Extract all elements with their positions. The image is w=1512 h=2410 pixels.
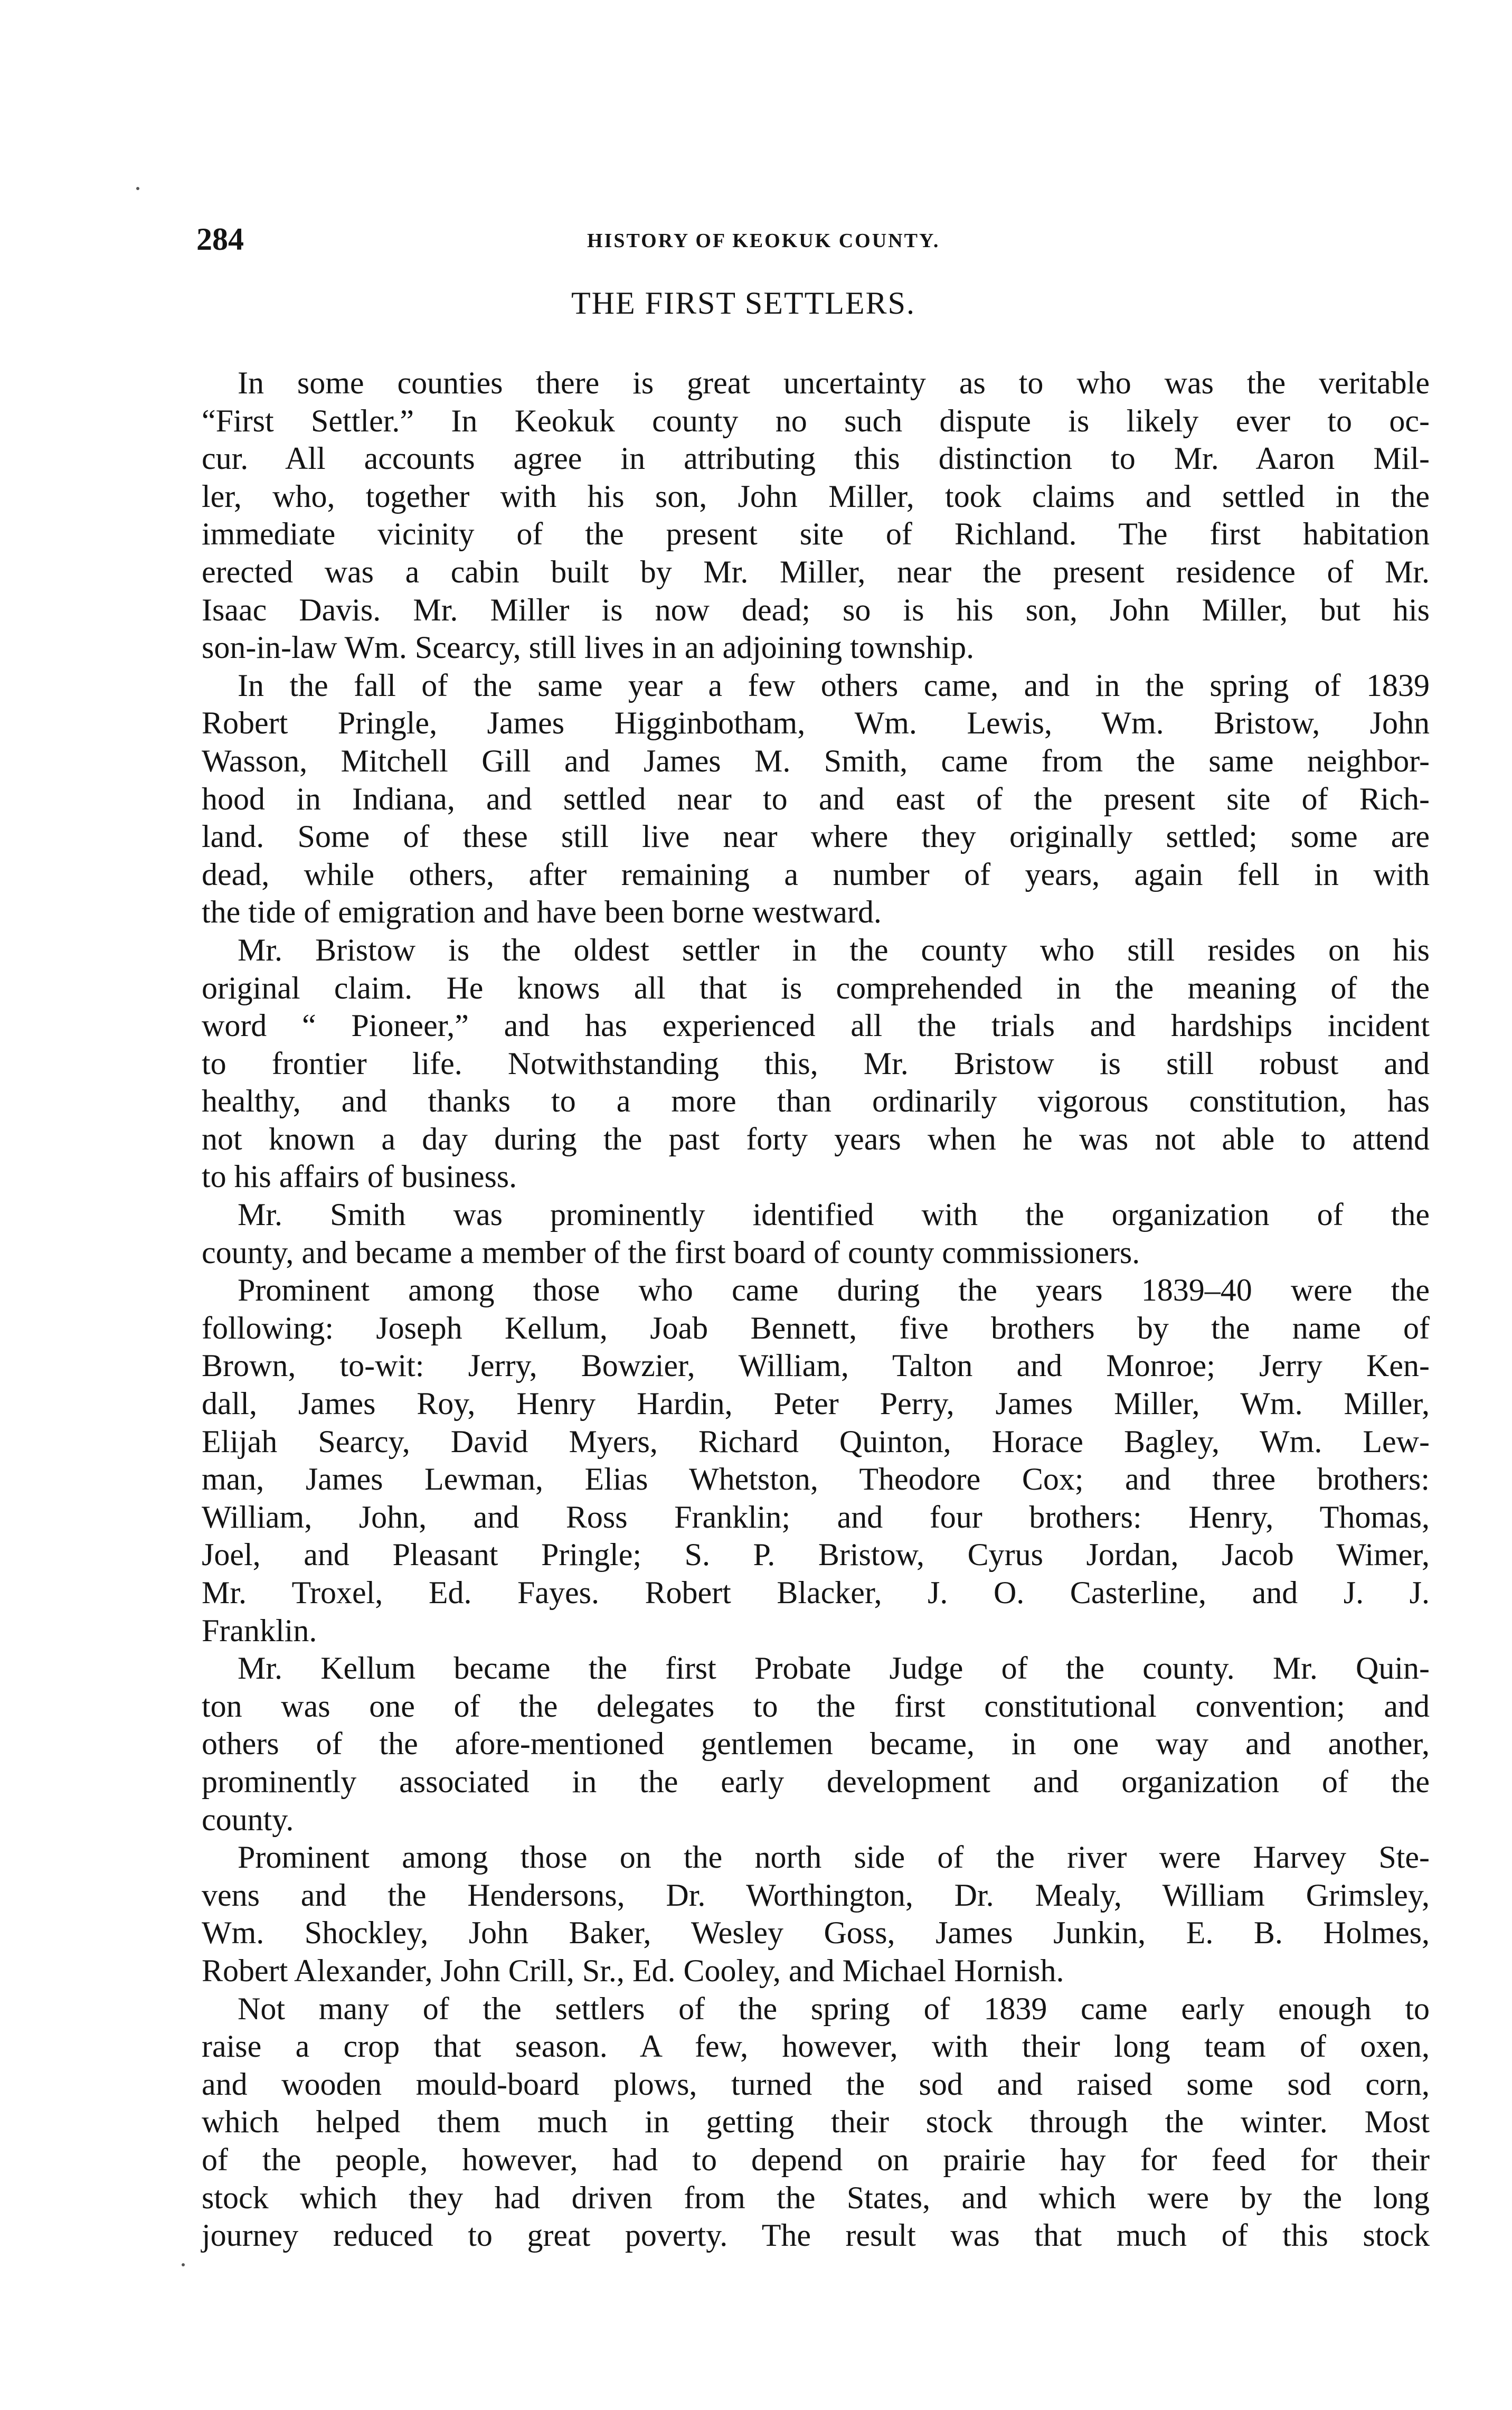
text-line: prominently associated in the early development and organization of the (202, 1764, 1430, 1799)
text-line: to frontier life. Notwithstanding this, Mr. Bristow is still robust and (202, 1046, 1430, 1081)
text-line: which helped them much in getting their stock through the winter. Most (202, 2104, 1430, 2140)
text-line: county. (202, 1802, 294, 1837)
text-line: Wasson, Mitchell Gill and James M. Smith, came from the same neighbor- (202, 743, 1430, 778)
paragraph (202, 364, 1430, 667)
text-line: healthy, and thanks to a more than ordinarily vigorous constitution, has (202, 1084, 1430, 1119)
text-line: man, James Lewman, Elias Whetston, Theodore Cox; and three brothers: (202, 1462, 1430, 1497)
text-line: land. Some of these still live near where they originally settled; some are (202, 819, 1430, 854)
print-speck (136, 187, 139, 190)
running-title: HISTORY OF KEOKUK COUNTY. (587, 230, 940, 252)
text-line: cur. All accounts agree in attributing this distinction to Mr. Aaron Mil- (202, 441, 1430, 476)
text-line: to his affairs of business. (202, 1159, 517, 1194)
page-number: 284 (196, 222, 244, 257)
text-line: In some counties there is great uncertainty as to who was the veritable (238, 365, 1430, 400)
text-line: county, and became a member of the first board of county commissioners. (202, 1235, 1140, 1270)
text-line: immediate vicinity of the present site of Richland. The first habitation (202, 516, 1430, 552)
text-line: Robert Pringle, James Higginbotham, Wm. Lewis, Wm. Bristow, John (202, 705, 1430, 741)
paragraph (202, 1196, 1430, 1272)
text-line: and wooden mould-board plows, turned the sod and raised some sod corn, (202, 2066, 1430, 2102)
text-line: Elijah Searcy, David Myers, Richard Quinton, Horace Bagley, Wm. Lew- (202, 1424, 1430, 1459)
text-line: Not many of the settlers of the spring of 1839 came early enough to (238, 1991, 1430, 2026)
text-line: Mr. Kellum became the first Probate Judge of the county. Mr. Quin- (238, 1651, 1430, 1686)
text-line: the tide of emigration and have been borne westward. (202, 895, 882, 930)
text-line: ton was one of the delegates to the first constitutional convention; and (202, 1688, 1430, 1724)
text-line: Joel, and Pleasant Pringle; S. P. Bristow, Cyrus Jordan, Jacob Wimer, (202, 1537, 1430, 1573)
running-header (196, 221, 1050, 258)
text-line: vens and the Hendersons, Dr. Worthington, Dr. Mealy, William Grimsley, (202, 1877, 1430, 1913)
print-speck (182, 2263, 185, 2266)
text-line: Prominent among those on the north side of the river were Harvey Ste- (238, 1840, 1430, 1875)
text-line: Mr. Bristow is the oldest settler in the county who still resides on his (238, 932, 1430, 967)
text-line: not known a day during the past forty years when he was not able to attend (202, 1121, 1430, 1156)
text-line: dead, while others, after remaining a number of years, again fell in with (202, 856, 1430, 892)
text-line: Isaac Davis. Mr. Miller is now dead; so is his son, John Miller, but his (202, 592, 1430, 627)
text-line: Mr. Smith was prominently identified with the organization of the (238, 1197, 1430, 1232)
text-line: Franklin. (202, 1613, 317, 1648)
paragraph (202, 1990, 1430, 2255)
paragraph (202, 1650, 1430, 1839)
text-line: In the fall of the same year a few others came, and in the spring of 1839 (238, 667, 1430, 703)
text-line: original claim. He knows all that is comprehended in the meaning of the (202, 970, 1430, 1005)
text-line: “First Settler.” In Keokuk county no such dispute is likely ever to oc- (202, 403, 1430, 438)
text-line: Prominent among those who came during the years 1839–40 were the (238, 1273, 1430, 1308)
text-line: erected was a cabin built by Mr. Miller, near the present residence of Mr. (202, 554, 1430, 589)
text-line: ler, who, together with his son, John Miller, took claims and settled in the (202, 478, 1430, 514)
paragraph (202, 667, 1430, 931)
section-title: THE FIRST SETTLERS. (571, 286, 915, 321)
text-line: Brown, to-wit: Jerry, Bowzier, William, Talton and Monroe; Jerry Ken- (202, 1348, 1430, 1383)
text-line: raise a crop that season. A few, however, with their long team of oxen, (202, 2029, 1430, 2064)
text-line: others of the afore-mentioned gentlemen became, in one way and another, (202, 1726, 1430, 1762)
text-line: word “ Pioneer,” and has experienced all the trials and hardships incident (202, 1008, 1430, 1043)
text-line: William, John, and Ross Franklin; and four brothers: Henry, Thomas, (202, 1499, 1430, 1535)
text-line: stock which they had driven from the States, and which were by the long (202, 2180, 1430, 2215)
text-line: of the people, however, had to depend on prairie hay for feed for their (202, 2142, 1430, 2177)
paragraph (202, 1839, 1430, 1990)
text-line: journey reduced to great poverty. The result was that much of this stock (202, 2218, 1430, 2253)
paragraph (202, 1272, 1430, 1650)
text-line: following: Joseph Kellum, Joab Bennett, five brothers by the name of (202, 1310, 1430, 1345)
text-line: hood in Indiana, and settled near to and east of the present site of Rich- (202, 781, 1430, 816)
text-line: son-in-law Wm. Scearcy, still lives in an adjoining township. (202, 630, 975, 665)
paragraph (202, 931, 1430, 1196)
text-line: Mr. Troxel, Ed. Fayes. Robert Blacker, J. O. Casterline, and J. J. (202, 1575, 1430, 1610)
text-line: Wm. Shockley, John Baker, Wesley Goss, James Junkin, E. B. Holmes, (202, 1915, 1430, 1951)
text-line: Robert Alexander, John Crill, Sr., Ed. Cooley, and Michael Hornish. (202, 1953, 1064, 1988)
body-text (202, 364, 1430, 2255)
text-line: dall, James Roy, Henry Hardin, Peter Perry, James Miller, Wm. Miller, (202, 1386, 1430, 1421)
